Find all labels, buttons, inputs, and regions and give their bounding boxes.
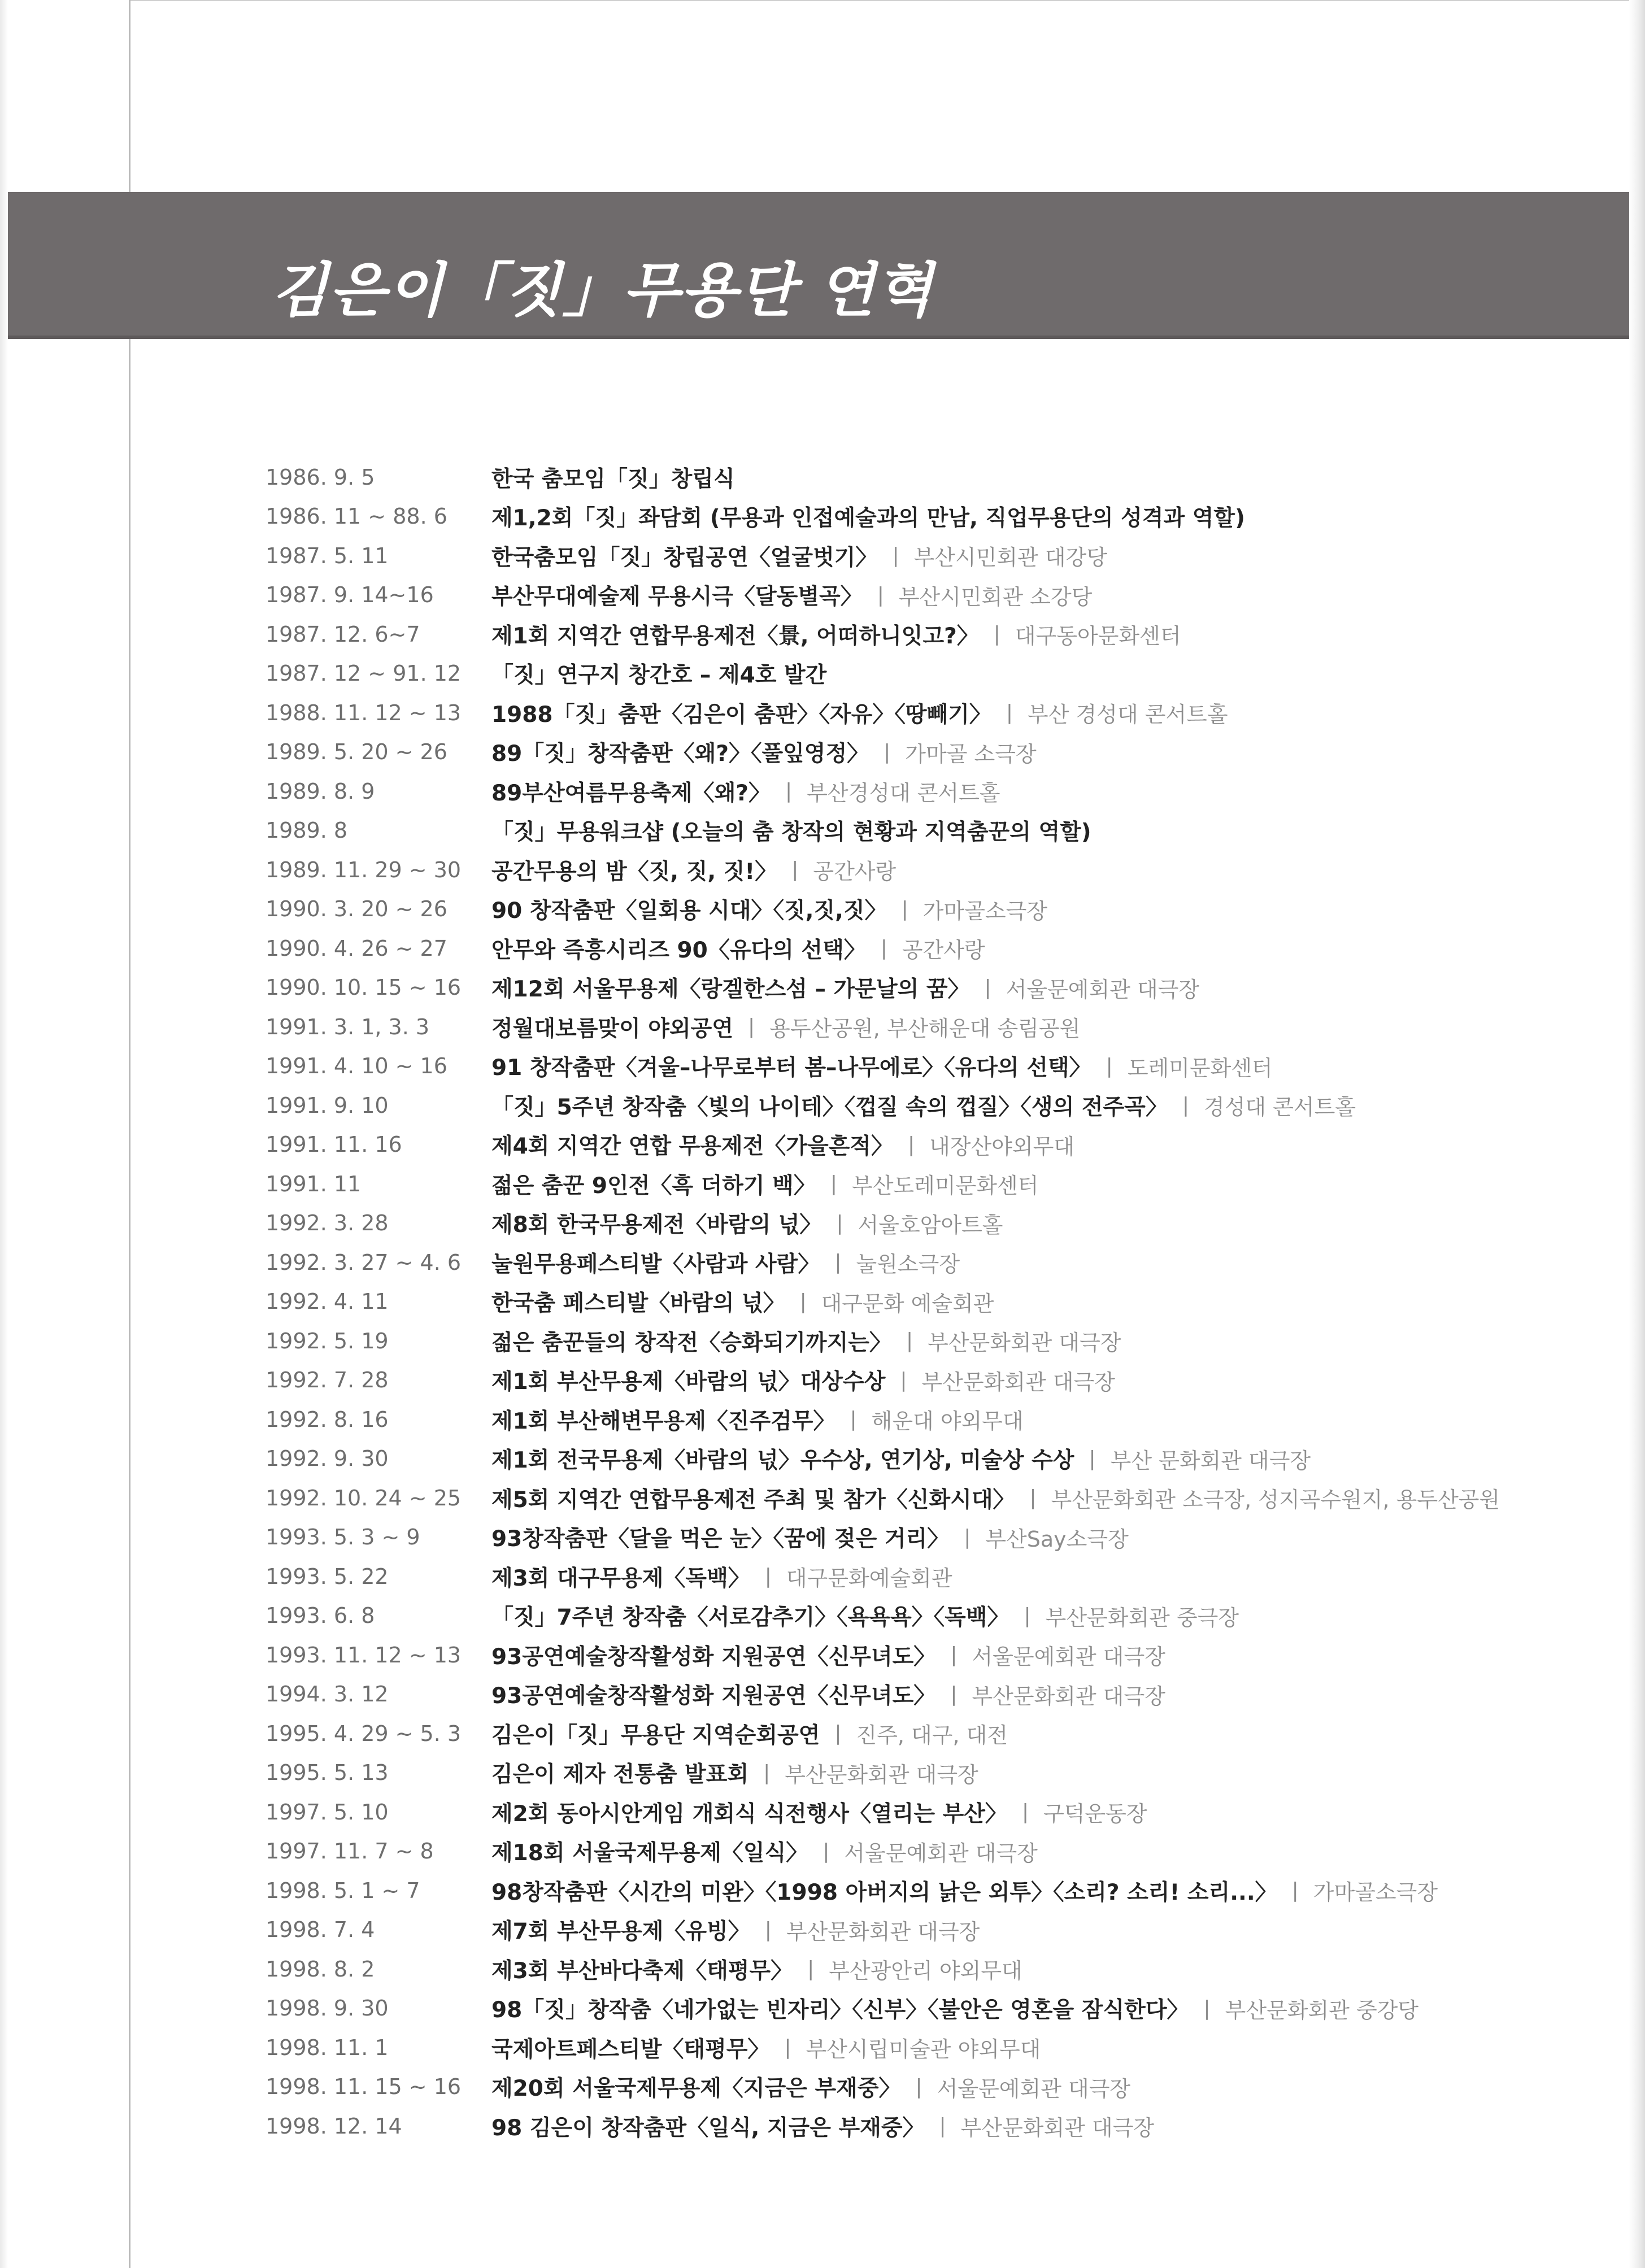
history-timeline: [266, 458, 1610, 2146]
timeline-row: [266, 1675, 1610, 1714]
entry-date: 1987. 5. 11: [266, 543, 389, 568]
entry-event: 90 창작춤판〈일회용 시대〉〈짓,짓,짓〉: [491, 898, 887, 924]
entry-separator: |: [901, 897, 908, 921]
entry-event: 공간무용의 밤〈짓, 짓, 짓!〉: [491, 859, 777, 885]
timeline-row: [266, 850, 1610, 890]
timeline-row: [266, 1596, 1610, 1636]
entry-event: 젊은 춤꾼들의 창작전〈승화되기까지는〉: [491, 1330, 891, 1356]
entry-event: 국제아트페스티발〈태평무〉: [491, 2036, 770, 2062]
entry-separator: |: [906, 1329, 913, 1353]
timeline-row: [266, 811, 1610, 851]
page-top-margin: [0, 0, 1645, 192]
timeline-row: [266, 1714, 1610, 1753]
timeline-row: [266, 968, 1610, 1008]
entry-date: 1998. 5. 1 ~ 7: [266, 1878, 420, 1903]
entry-date: 1989. 8. 9: [266, 778, 375, 804]
entry-separator: |: [1089, 1447, 1096, 1470]
entry-event: 제1회 부산무용제〈바람의 넋〉대상수상: [491, 1369, 886, 1395]
entry-venue: 부산문화회관 소극장, 성지곡수원지, 용두산공원: [1051, 1487, 1500, 1513]
entry-date: 1995. 5. 13: [266, 1760, 389, 1786]
timeline-row: [266, 1400, 1610, 1439]
timeline-row: [266, 1047, 1610, 1086]
entry-event: 91 창작춤판〈겨울–나무로부터 봄–나무에로〉〈유다의 선택〉: [491, 1055, 1091, 1081]
entry-event: 한국춤 페스티발〈바람의 넋〉: [491, 1291, 785, 1317]
entry-separator: |: [830, 1172, 838, 1196]
entry-event: 98「짓」창작춤〈네가없는 빈자리〉〈신부〉〈불안은 영혼을 잠식한다〉: [491, 1997, 1189, 2023]
entry-separator: |: [834, 1251, 842, 1274]
entry-date: 1998. 7. 4: [266, 1917, 375, 1943]
entry-event: 제1회 지역간 연합무용제전〈景, 어떠하니잇고?〉: [491, 623, 979, 649]
entry-separator: |: [764, 1918, 772, 1941]
entry-event: 89「짓」창작춤판〈왜?〉〈풀잎영정〉: [491, 741, 869, 767]
timeline-row: [266, 1361, 1610, 1400]
entry-venue: 부산시민회관 대강당: [913, 545, 1108, 571]
entry-date: 1989. 11. 29 ~ 30: [266, 857, 462, 882]
entry-date: 1992. 10. 24 ~ 25: [266, 1485, 462, 1510]
entry-separator: |: [799, 1290, 807, 1313]
entry-venue: 부산 문화회관 대극장: [1110, 1448, 1311, 1473]
entry-venue: 가마골소극장: [922, 898, 1048, 924]
timeline-row: [266, 615, 1610, 654]
entry-venue: 공간사랑: [902, 938, 985, 963]
timeline-row: [266, 654, 1610, 694]
entry-separator: |: [764, 1565, 772, 1588]
entry-date: 1989. 5. 20 ~ 26: [266, 739, 447, 765]
entry-event: 제2회 동아시안게임 개회식 식전행사〈열리는 부산〉: [491, 1801, 1007, 1827]
entry-separator: |: [939, 2114, 946, 2138]
entry-date: 1992. 4. 11: [266, 1289, 389, 1314]
entry-venue: 대구동아문화센터: [1015, 624, 1181, 649]
entry-event: 제1,2회「짓」좌담회 (무용과 인접예술과의 만남, 직업무용단의 성격과 역할): [491, 506, 1245, 532]
entry-venue: 눌원소극장: [856, 1252, 960, 1277]
timeline-row: [266, 497, 1610, 537]
entry-date: 1986. 11 ~ 88. 6: [266, 504, 447, 529]
entry-date: 1998. 9. 30: [266, 1996, 389, 2021]
entry-venue: 부산문화회관 중강당: [1225, 1997, 1419, 2023]
entry-event: 안무와 즉흥시리즈 90〈유다의 선택〉: [491, 937, 866, 963]
timeline-row: [266, 2106, 1610, 2146]
entry-event: 93공연예술창작활성화 지원공연〈신무녀도〉: [491, 1644, 936, 1670]
entry-date: 1995. 4. 29 ~ 5. 3: [266, 1721, 462, 1746]
entry-venue: 부산광안리 야외무대: [829, 1958, 1022, 1984]
entry-separator: |: [950, 1682, 958, 1706]
entry-venue: 구덕운동장: [1043, 1801, 1147, 1827]
entry-event: 한국 춤모임「짓」창립식: [491, 466, 735, 492]
timeline-row: [266, 1989, 1610, 2028]
entry-separator: |: [915, 2075, 922, 2099]
entry-event: 부산무대예술제 무용시극〈달동별곡〉: [491, 584, 863, 610]
entry-venue: 진주, 대구, 대전: [856, 1723, 1008, 1748]
entry-date: 1997. 11. 7 ~ 8: [266, 1839, 434, 1864]
entry-date: 1987. 9. 14~16: [266, 582, 434, 608]
entry-venue: 부산시민회관 소강당: [898, 584, 1093, 610]
entry-event: 98창작춤판〈시간의 미완〉〈1998 아버지의 낡은 외투〉〈소리? 소리! 소리...〉: [491, 1879, 1277, 1905]
entry-event: 제3회 대구무용제〈독백〉: [491, 1565, 750, 1591]
entry-separator: |: [836, 1211, 843, 1235]
timeline-row: [266, 1243, 1610, 1282]
timeline-row: [266, 693, 1610, 733]
entry-venue: 대구문화예술회관: [786, 1566, 952, 1591]
entry-event: 「짓」무용워크샵 (오늘의 춤 창작의 현황과 지역춤꾼의 역할): [491, 820, 1091, 846]
entry-date: 1993. 5. 22: [266, 1564, 389, 1589]
entry-venue: 부산문화회관 대극장: [785, 1762, 978, 1787]
entry-venue: 부산문화회관 대극장: [960, 2115, 1155, 2141]
entry-separator: |: [880, 937, 887, 960]
entry-date: 1992. 5. 19: [266, 1328, 389, 1353]
entry-event: 「짓」7주년 창작춤〈서로감추기〉〈욕욕욕〉〈독백〉: [491, 1605, 1009, 1631]
entry-date: 1998. 11. 1: [266, 2035, 389, 2060]
entry-event: 김은이 제자 전통춤 발표회: [491, 1762, 749, 1788]
entry-venue: 가마골 소극장: [905, 741, 1037, 767]
entry-separator: |: [785, 780, 793, 803]
entry-date: 1987. 12 ~ 91. 12: [266, 661, 462, 686]
timeline-row: [266, 1832, 1610, 1871]
timeline-row: [266, 772, 1610, 811]
entry-date: 1992. 3. 28: [266, 1211, 389, 1236]
page-margin-rule: [129, 0, 130, 2268]
entry-venue: 공간사랑: [813, 859, 897, 885]
entry-event: 젊은 춤꾼 9인전〈흑 더하기 백〉: [491, 1173, 816, 1199]
entry-separator: |: [1021, 1800, 1029, 1824]
entry-event: 93창작춤판〈달을 먹은 눈〉〈꿈에 젖은 거리〉: [491, 1526, 950, 1552]
entry-venue: 서울문예회관 대극장: [972, 1644, 1165, 1670]
entry-event: 제20회 서울국제무용제〈지금은 부재중〉: [491, 2076, 901, 2102]
timeline-row: [266, 1753, 1610, 1793]
entry-event: 제5회 지역간 연합무용제전 주최 및 참가〈신화시대〉: [491, 1487, 1015, 1513]
entry-event: 제7회 부산무용제〈유빙〉: [491, 1919, 750, 1945]
timeline-row: [266, 1439, 1610, 1479]
entry-date: 1993. 5. 3 ~ 9: [266, 1525, 420, 1550]
entry-separator: |: [877, 583, 884, 607]
entry-venue: 도레미문화센터: [1127, 1055, 1273, 1081]
entry-separator: |: [984, 976, 991, 999]
entry-separator: |: [791, 858, 799, 882]
entry-separator: |: [1006, 701, 1013, 725]
entry-event: 「짓」연구지 창간호 – 제4호 발간: [491, 663, 827, 689]
timeline-row: [266, 1518, 1610, 1557]
entry-event: 98 김은이 창작춤판〈일식, 지금은 부재중〉: [491, 2115, 925, 2141]
timeline-row: [266, 458, 1610, 497]
timeline-row: [266, 1164, 1610, 1204]
timeline-row: [266, 1910, 1610, 1950]
entry-separator: |: [807, 1957, 815, 1981]
entry-venue: 서울문예회관 대극장: [937, 2076, 1131, 2101]
entry-event: 한국춤모임「짓」창립공연〈얼굴벗기〉: [491, 545, 878, 571]
entry-event: 김은이「짓」무용단 지역순회공연: [491, 1722, 820, 1748]
entry-venue: 부산문화회관 대극장: [786, 1919, 980, 1944]
timeline-row: [266, 1557, 1610, 1596]
entry-separator: |: [950, 1643, 958, 1667]
entry-date: 1990. 3. 20 ~ 26: [266, 896, 447, 922]
entry-date: 1994. 3. 12: [266, 1682, 389, 1707]
entry-date: 1998. 8. 2: [266, 1956, 375, 1982]
entry-date: 1997. 5. 10: [266, 1799, 389, 1825]
timeline-row: [266, 1007, 1610, 1047]
entry-date: 1990. 4. 26 ~ 27: [266, 935, 447, 961]
entry-event: 89부산여름무용축제〈왜?〉: [491, 780, 771, 806]
entry-separator: |: [1024, 1604, 1031, 1627]
entry-venue: 용두산공원, 부산해운대 송림공원: [769, 1016, 1081, 1042]
entry-event: 93공연예술창작활성화 지원공연〈신무녀도〉: [491, 1683, 936, 1709]
entry-event: 제4회 지역간 연합 무용제전〈가을흔적〉: [491, 1134, 893, 1160]
entry-separator: |: [1182, 1094, 1189, 1117]
entry-date: 1991. 11. 16: [266, 1132, 402, 1157]
entry-date: 1992. 3. 27 ~ 4. 6: [266, 1250, 462, 1275]
entry-date: 1998. 12. 14: [266, 2113, 402, 2139]
entry-event: 제1회 전국무용제〈바람의 넋〉우수상, 연기상, 미술상 수상: [491, 1448, 1074, 1474]
timeline-row: [266, 733, 1610, 772]
entry-separator: |: [850, 1408, 857, 1431]
entry-venue: 부산Say소극장: [985, 1526, 1129, 1552]
page-title: 김은이「짓」무용단 연혁: [271, 256, 934, 325]
entry-separator: |: [763, 1761, 771, 1784]
entry-separator: |: [964, 1525, 971, 1549]
timeline-row: [266, 890, 1610, 929]
entry-date: 1991. 4. 10 ~ 16: [266, 1054, 447, 1079]
timeline-row: [266, 929, 1610, 968]
entry-event: 눌원무용페스티발〈사람과 사람〉: [491, 1251, 820, 1277]
entry-venue: 서울호암아트홀: [858, 1212, 1003, 1238]
page-left-edge: [0, 0, 8, 2268]
timeline-row: [266, 1871, 1610, 1910]
timeline-row: [266, 1321, 1610, 1361]
timeline-row: [266, 536, 1610, 576]
entry-venue: 가마골소극장: [1313, 1880, 1438, 1905]
entry-venue: 부산도레미문화센터: [852, 1173, 1039, 1199]
page-right-edge: [1629, 0, 1645, 2268]
timeline-row: [266, 1635, 1610, 1675]
entry-separator: |: [834, 1722, 842, 1745]
timeline-row: [266, 1204, 1610, 1243]
entry-date: 1991. 11: [266, 1171, 362, 1196]
entry-event: 제18회 서울국제무용제〈일식〉: [491, 1840, 808, 1866]
entry-event: 1988「짓」춤판〈김은이 춤판〉〈자유〉〈땅빼기〉: [491, 702, 991, 728]
entry-venue: 부산문화회관 대극장: [921, 1369, 1115, 1395]
entry-separator: |: [1029, 1486, 1037, 1510]
timeline-row: [266, 576, 1610, 615]
timeline-row: [266, 2028, 1610, 2067]
entry-date: 1991. 9. 10: [266, 1092, 389, 1118]
entry-venue: 내장산야외무대: [929, 1134, 1075, 1159]
entry-event: 「짓」5주년 창작춤〈빛의 나이테〉〈껍질 속의 껍질〉〈생의 전주곡〉: [491, 1094, 1168, 1120]
entry-date: 1988. 11. 12 ~ 13: [266, 700, 462, 725]
entry-separator: |: [822, 1839, 830, 1863]
entry-venue: 경성대 콘서트홀: [1204, 1095, 1356, 1120]
timeline-row: [266, 2067, 1610, 2107]
entry-separator: |: [1291, 1879, 1299, 1903]
entry-venue: 부산시립미술관 야외무대: [806, 2037, 1041, 2062]
entry-event: 제8회 한국무용제전〈바람의 넋〉: [491, 1212, 822, 1238]
entry-venue: 부산문화회관 대극장: [972, 1683, 1165, 1709]
timeline-row: [266, 1086, 1610, 1125]
entry-date: 1989. 8: [266, 818, 348, 843]
entry-separator: |: [884, 740, 891, 764]
entry-event: 제1회 부산해변무용제〈진주검무〉: [491, 1408, 835, 1434]
entry-event: 제3회 부산바다축제〈태평무〉: [491, 1958, 793, 1984]
entry-venue: 부산문화회관 중극장: [1045, 1605, 1239, 1630]
entry-separator: |: [892, 544, 899, 568]
entry-date: 1987. 12. 6~7: [266, 621, 420, 647]
entry-event: 제12회 서울무용제〈랑겔한스섬 – 가문날의 꿈〉: [491, 977, 970, 1003]
timeline-row: [266, 1125, 1610, 1165]
entry-date: 1998. 11. 15 ~ 16: [266, 2074, 462, 2100]
entry-venue: 대구문화 예술회관: [821, 1291, 994, 1316]
timeline-row: [266, 1792, 1610, 1832]
entry-date: 1992. 9. 30: [266, 1446, 389, 1472]
page-top-rule: [130, 0, 1645, 1]
entry-separator: |: [993, 622, 1000, 646]
entry-separator: |: [1106, 1054, 1113, 1078]
entry-separator: |: [784, 2036, 791, 2060]
entry-venue: 부산문화회관 대극장: [928, 1330, 1121, 1356]
entry-date: 1993. 6. 8: [266, 1603, 375, 1629]
entry-event: 정월대보름맞이 야외공연: [491, 1016, 733, 1042]
entry-venue: 부산경성대 콘서트홀: [807, 781, 1000, 806]
entry-venue: 부산 경성대 콘서트홀: [1028, 702, 1228, 728]
entry-date: 1986. 9. 5: [266, 464, 375, 490]
entry-venue: 서울문예회관 대극장: [844, 1840, 1038, 1866]
entry-date: 1991. 3. 1, 3. 3: [266, 1014, 430, 1039]
entry-venue: 서울문예회관 대극장: [1006, 977, 1200, 1002]
entry-date: 1992. 7. 28: [266, 1368, 389, 1393]
entry-separator: |: [1203, 1996, 1211, 2020]
timeline-row: [266, 1282, 1610, 1322]
entry-venue: 해운대 야외무대: [871, 1409, 1024, 1434]
entry-date: 1990. 10. 15 ~ 16: [266, 975, 462, 1000]
entry-separator: |: [748, 1015, 755, 1039]
entry-date: 1992. 8. 16: [266, 1407, 389, 1432]
entry-date: 1993. 11. 12 ~ 13: [266, 1642, 462, 1668]
timeline-row: [266, 1478, 1610, 1518]
timeline-row: [266, 1949, 1610, 1989]
entry-separator: |: [907, 1133, 915, 1156]
entry-separator: |: [900, 1368, 907, 1392]
